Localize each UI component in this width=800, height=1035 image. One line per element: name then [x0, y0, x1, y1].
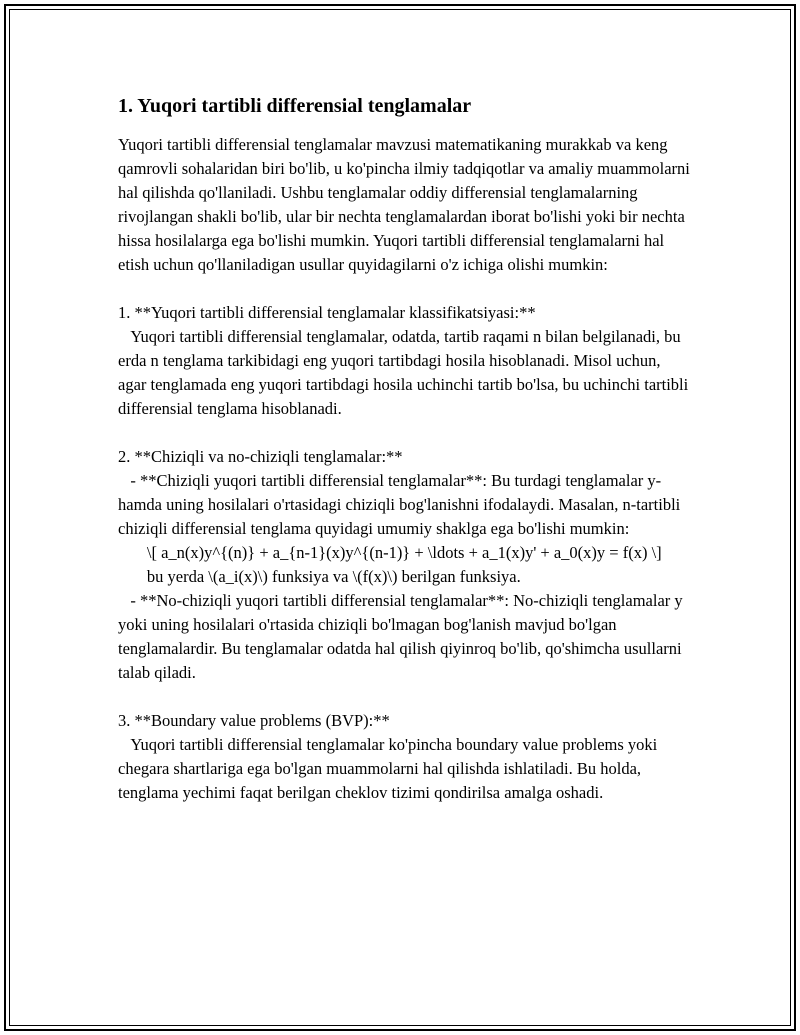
document-content — [118, 93, 690, 805]
section3-body: Yuqori tartibli differensial tenglamalar ko'pincha boundary value problems yoki chegara shartlariga ega bo'lgan muammolarni hal qilishda ishlatiladi. Bu holda, tenglama yechimi faqat berilgan cheklov tizimi qondirilsa amalga oshadi. — [118, 735, 658, 802]
section2-equation: \[ a_n(x)y^{(n)} + a_{n-1}(x)y^{(n-1)} + \ldots + a_1(x)y' + a_0(x)y = f(x) \] — [146, 543, 662, 562]
section1-heading: 1. **Yuqori tartibli differensial tenglamalar klassifikatsiyasi:** — [118, 303, 536, 322]
section2-linear: - **Chiziqli yuqori tartibli differensial tenglamalar**: Bu turdagi tenglamalar y-hamda uning hosilalari o'rtasidagi chiziqli bog'lanishni ifodalaydi. Masalan, n-tartibli chiziqli differensial tenglama quyidagi umumiy shaklga ega bo'lishi mumkin: — [118, 471, 681, 538]
section3-heading: 3. **Boundary value problems (BVP):** — [118, 711, 390, 730]
document-title: 1. Yuqori tartibli differensial tenglamalar — [118, 95, 472, 117]
section1-body: Yuqori tartibli differensial tenglamalar, odatda, tartib raqami n bilan belgilanadi, bu erda n tenglama tarkibidagi eng yuqori tartibdagi hosila hisoblanadi. Misol uchun, agar tenglamada eng yuqori tartibdagi hosila uchinchi tartib bo'lsa, bu uchinchi tartibli differensial tenglama hisoblanadi. — [118, 327, 689, 418]
section2-where: bu yerda \(a_i(x)\) funksiya va \(f(x)\) berilgan funksiya. — [146, 567, 521, 586]
section2-heading: 2. **Chiziqli va no-chiziqli tenglamalar:** — [118, 447, 403, 466]
section2-nonlinear: - **No-chiziqli yuqori tartibli differensial tenglamalar**: No-chiziqli tenglamalar y yoki uning hosilalari o'rtasida chiziqli bo'lmagan bog'lanish mavjud bo'lgan tenglamalardir. Bu tenglamalar odatda hal qilish qiyinroq bo'lib, qo'shimcha usullarni talab qiladi. — [118, 591, 683, 682]
intro-paragraph: Yuqori tartibli differensial tenglamalar mavzusi matematikaning murakkab va keng qamrovli sohalaridan biri bo'lib, u ko'pincha ilmiy tadqiqotlar va amaliy muammolarni hal qilishda qo'llaniladi. Ushbu tenglamalar oddiy differensial tenglamalarning rivojlangan shakli bo'lib, ular bir nechta tenglamalardan iborat bo'lishi yoki bir nechta hissa hosilalarga ega bo'lishi mumkin. Yuqori tartibli differensial tenglamalarni hal etish uchun qo'llaniladigan usullar quyidagilarni o'z ichiga olishi mumkin: — [118, 135, 690, 274]
